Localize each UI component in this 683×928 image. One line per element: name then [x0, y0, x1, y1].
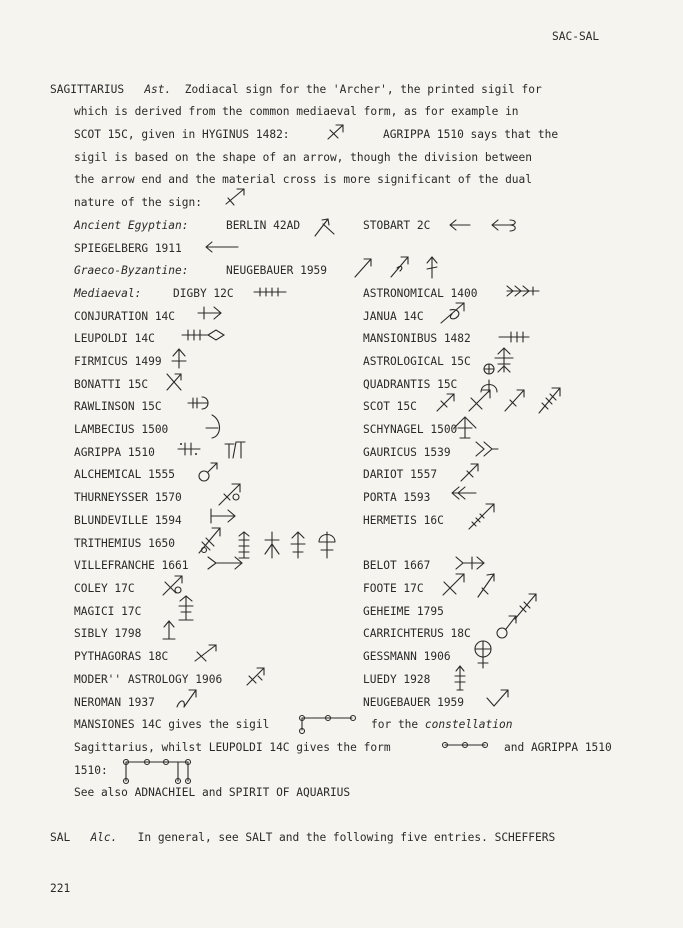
sigil-agrippa-constellation-icon	[120, 754, 194, 786]
sigil-foote-1-icon	[440, 570, 468, 598]
headword-sagittarius: SAGITTARIUS	[50, 83, 125, 96]
sigil-magici-icon	[176, 594, 196, 622]
sal-text: In general, see SALT and the following five entries. SCHEFFERS	[137, 831, 556, 844]
entry-foote: FOOTE 17C	[363, 582, 424, 595]
text-line2: which is derived from the common mediaeval form, as for example in	[74, 105, 519, 118]
sigil-sibly-icon	[160, 618, 178, 642]
sigil-hermetis-icon	[466, 500, 498, 532]
entry-schynagel: SCHYNAGEL 1500	[363, 423, 458, 436]
entry-pythagoras: PYTHAGORAS 18C	[74, 650, 169, 663]
label-mediaeval: Mediaeval:	[74, 287, 142, 300]
sigil-villefranche-icon	[206, 554, 244, 572]
sigil-agrippa-1-icon	[176, 440, 202, 458]
entry-astronomical: ASTRONOMICAL 1400	[363, 287, 478, 300]
entry-janua: JANUA 14C	[363, 310, 424, 323]
sigil-firmicus-icon	[170, 346, 188, 370]
entry-sibly: SIBLY 1798	[74, 627, 142, 640]
sigil-mansiones-constellation-icon	[298, 710, 358, 734]
entry-firmicus: FIRMICUS 1499	[74, 355, 162, 368]
sigil-astronomical-icon	[505, 284, 541, 298]
sigil-gauricus-icon	[474, 440, 500, 458]
sigil-scot-1-icon	[434, 390, 458, 414]
entry-leupoldi: LEUPOLDI 14C	[74, 332, 155, 345]
sigil-rawlinson-icon	[186, 394, 212, 412]
text-line6: nature of the sign:	[74, 196, 202, 209]
entry-astrological: ASTROLOGICAL 15C	[363, 355, 471, 368]
tail-mansiones-a: MANSIONES 14C gives the sigil	[74, 718, 270, 731]
sigil-trithemius-3-icon	[262, 530, 282, 560]
entry-carrichterus: CARRICHTERUS 18C	[363, 627, 471, 640]
sigil-stobart-1-icon	[448, 218, 472, 232]
sigil-trithemius-5-icon	[316, 530, 338, 560]
entry-belot: BELOT 1667	[363, 559, 431, 572]
sigil-dariot-icon	[458, 460, 482, 484]
abbr-ast: Ast.	[144, 83, 172, 96]
sigil-neroman-icon	[174, 686, 200, 710]
sigil-spiegelberg-icon	[204, 240, 240, 254]
sigil-scot-2-icon	[466, 386, 494, 414]
sigil-berlin-icon	[312, 216, 336, 238]
text-line4: sigil is based on the shape of an arrow, though the division between	[74, 151, 533, 164]
sigil-leupoldi-form-icon	[440, 738, 490, 752]
entry-sagittarius-line1	[50, 83, 542, 96]
entry-hermetis: HERMETIS 16C	[363, 514, 444, 527]
entry-neroman: NEROMAN 1937	[74, 696, 155, 709]
sigil-modern-astrology-icon	[244, 664, 268, 688]
sigil-neugebauer-1959b-icon	[484, 686, 512, 710]
tail-line2a: Sagittarius, whilst LEUPOLDI 14C gives the form	[74, 741, 391, 754]
text-line3a: SCOT 15C, given in HYGINUS 1482:	[74, 128, 290, 141]
sigil-blundeville-icon	[208, 506, 238, 526]
entry-trithemius: TRITHEMIUS 1650	[74, 537, 176, 550]
abbr-alc: Alc.	[90, 831, 118, 844]
entry-sal	[50, 831, 555, 844]
entry-modern-astrology: MODER'' ASTROLOGY 1906	[74, 673, 223, 686]
sigil-conjuration-icon	[196, 304, 224, 322]
entry-dariot: DARIOT 1557	[363, 468, 438, 481]
sigil-janua-icon	[438, 300, 468, 326]
sigil-thurneysser-icon	[216, 480, 244, 508]
sigil-dual-nature-icon	[222, 186, 248, 208]
entry-blundeville: BLUNDEVILLE 1594	[74, 514, 182, 527]
entry-agrippa: AGRIPPA 1510	[74, 446, 155, 459]
tail-for-the: for the	[371, 718, 419, 731]
sigil-pythagoras-icon	[192, 642, 220, 664]
entry-berlin: BERLIN 42AD	[226, 219, 301, 232]
entry-alchemical: ALCHEMICAL 1555	[74, 468, 176, 481]
entry-bonatti: BONATTI 15C	[74, 378, 149, 391]
entry-lambecius: LAMBECIUS 1500	[74, 423, 169, 436]
sigil-digby-icon	[252, 285, 288, 299]
entry-neugebauer-1959a: NEUGEBAUER 1959	[226, 264, 328, 277]
sigil-stobart-2-icon	[490, 216, 520, 234]
entry-digby: DIGBY 12C	[173, 287, 234, 300]
text-line3b: AGRIPPA 1510 says that the	[383, 128, 559, 141]
entry-thurneysser: THURNEYSSER 1570	[74, 491, 182, 504]
sigil-schynagel-icon	[452, 414, 478, 440]
entry-magici: MAGICI 17C	[74, 605, 142, 618]
sigil-scot-4-icon	[536, 384, 564, 416]
sigil-bonatti-icon	[164, 371, 184, 393]
label-ancient-egyptian: Ancient Egyptian:	[74, 219, 189, 232]
entry-spiegelberg: SPIEGELBERG 1911	[74, 242, 182, 255]
entry-stobart: STOBART 2C	[363, 219, 431, 232]
sigil-neugebauer-1-icon	[352, 256, 374, 280]
sigil-mansionibus-icon	[497, 330, 531, 344]
sigil-hyginus-icon	[325, 122, 347, 142]
entry-quadrantis: QUADRANTIS 15C	[363, 378, 458, 391]
tail-line2b: and AGRIPPA 1510	[504, 741, 612, 754]
entry-rawlinson: RAWLINSON 15C	[74, 400, 162, 413]
sigil-foote-2-icon	[474, 570, 498, 600]
entry-luedy: LUEDY 1928	[363, 673, 431, 686]
entry-neugebauer-1959b: NEUGEBAUER 1959	[363, 696, 465, 709]
sigil-trithemius-1-icon	[196, 524, 224, 556]
entry-villefranche: VILLEFRANCHE 1661	[74, 559, 189, 572]
entry-conjuration: CONJURATION 14C	[74, 310, 176, 323]
sigil-neugebauer-2-icon	[388, 254, 412, 280]
tail-see-also: See also ADNACHIEL and SPIRIT OF AQUARIUS	[74, 786, 351, 799]
entry-scot: SCOT 15C	[363, 400, 417, 413]
sigil-agrippa-2-icon	[222, 436, 248, 460]
sigil-gessmann-icon	[472, 638, 494, 670]
tail-line3: 1510:	[74, 764, 108, 777]
sigil-carrichterus-icon	[494, 612, 520, 642]
sigil-porta-icon	[450, 485, 478, 501]
entry-gauricus: GAURICUS 1539	[363, 446, 451, 459]
tail-constellation: constellation	[424, 718, 513, 731]
running-header: SAC-SAL	[552, 30, 600, 43]
entry-geheime: GEHEIME 1795	[363, 605, 444, 618]
text-line1: Zodiacal sign for the 'Archer', the printed sigil for	[184, 83, 542, 96]
sigil-scot-3-icon	[502, 386, 528, 414]
entry-porta: PORTA 1593	[363, 491, 431, 504]
headword-sal: SAL	[50, 831, 71, 844]
label-graeco-byzantine: Graeco-Byzantine:	[74, 264, 189, 277]
sigil-luedy-icon	[452, 664, 468, 692]
sigil-lambecius-icon	[204, 412, 222, 440]
sigil-neugebauer-3-icon	[424, 254, 440, 280]
sigil-trithemius-4-icon	[288, 530, 308, 560]
tail-mansiones-b	[371, 718, 512, 731]
page-number: 221	[50, 882, 71, 895]
entry-coley: COLEY 17C	[74, 582, 135, 595]
text-line5: the arrow end and the material cross is more significant of the dual	[74, 173, 533, 186]
entry-mansionibus: MANSIONIBUS 1482	[363, 332, 471, 345]
entry-gessmann: GESSMANN 1906	[363, 650, 451, 663]
sigil-leupoldi-icon	[180, 328, 228, 342]
